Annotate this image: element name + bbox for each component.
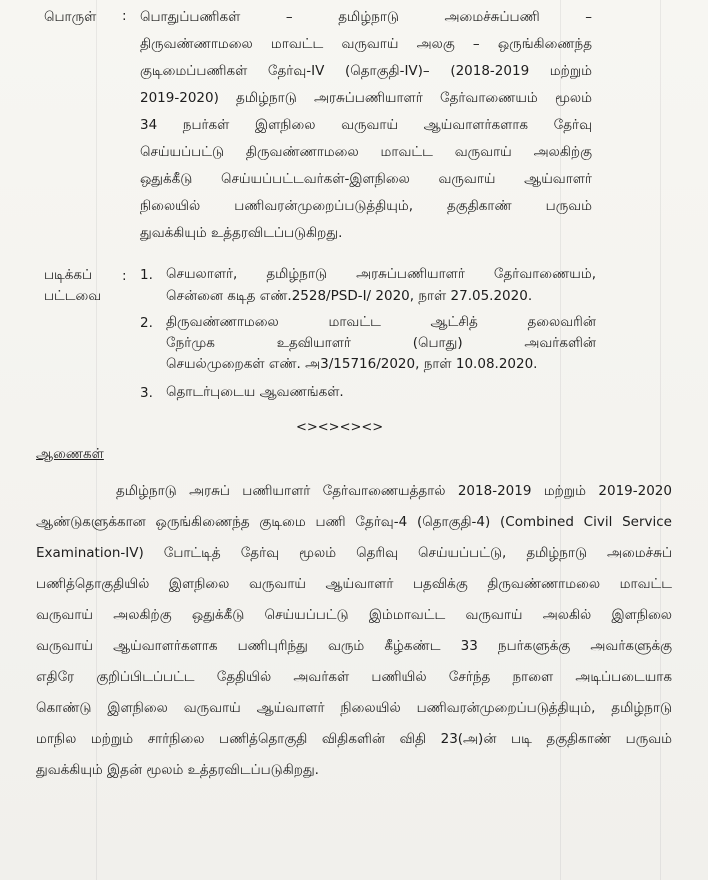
orders-line: பணித்தொகுதியில் இளநிலை வருவாய் ஆய்வாளர் பதவிக்கு திருவண்ணாமலை மாவட்ட — [36, 576, 672, 592]
subject-line: நிலையில் பணிவரன்முறைப்படுத்தியும், தகுதிகாண் பருவம் — [140, 198, 592, 214]
reference-number: 2. — [140, 315, 153, 331]
reference-number: 3. — [140, 385, 153, 401]
subject-label: பொருள் — [44, 9, 97, 25]
references-colon: : — [122, 268, 127, 284]
subject-line: 34 நபர்கள் இளநிலை வருவாய் ஆய்வாளர்களாக தேர்வு — [140, 117, 592, 133]
reference-item-line: செயல்முறைகள் எண். அ3/15716/2020, நாள் 10.08.2020. — [166, 356, 538, 372]
subject-line: குடிமைப்பணிகள் தேர்வு-IV (தொகுதி-IV)– (2018-2019 மற்றும் — [140, 63, 592, 79]
reference-item-line: தொடர்புடைய ஆவணங்கள். — [166, 384, 344, 400]
orders-line: எதிரே குறிப்பிடப்பட்ட தேதியில் அவர்கள் பணியில் சேர்ந்த நாளை அடிப்படையாக — [36, 669, 672, 685]
reference-number: 1. — [140, 267, 153, 283]
subject-line: துவக்கியும் உத்தரவிடப்படுகிறது. — [140, 225, 343, 241]
subject-colon: : — [122, 8, 127, 24]
references-label: படிக்கப் — [44, 267, 93, 283]
orders-line: Examination-IV) போட்டித் தேர்வு மூலம் தெரிவு செய்யப்பட்டு, தமிழ்நாடு அமைச்சுப் — [36, 545, 672, 561]
subject-line: பொதுப்பணிகள் – தமிழ்நாடு அமைச்சுப்பணி – — [140, 9, 592, 25]
orders-line: கொண்டு இளநிலை வருவாய் ஆய்வாளர் நிலையில் பணிவரன்முறைப்படுத்தியும், தமிழ்நாடு — [36, 700, 672, 716]
orders-line: வருவாய் அலகிற்கு ஒதுக்கீடு செய்யப்பட்டு இம்மாவட்ட வருவாய் அலகில் இளநிலை — [36, 607, 672, 623]
reference-item-line: திருவண்ணாமலை மாவட்ட ஆட்சித் தலைவரின் — [166, 314, 596, 330]
reference-item-line: செயலாளர், தமிழ்நாடு அரசுப்பணியாளர் தேர்வாணையம், — [166, 266, 596, 282]
orders-line: துவக்கியும் இதன் மூலம் உத்தரவிடப்படுகிறது. — [36, 762, 319, 778]
orders-line: வருவாய் ஆய்வாளர்களாக பணிபுரிந்து வரும் கீழ்கண்ட 33 நபர்களுக்கு அவர்களுக்கு — [36, 638, 672, 654]
reference-item-line: நேர்முக உதவியாளர் (பொது) அவர்களின் — [166, 335, 596, 351]
subject-line: ஒதுக்கீடு செய்யப்பட்டவர்கள்-இளநிலை வருவாய் ஆய்வாளர் — [140, 171, 592, 187]
references-label: பட்டவை — [44, 288, 102, 304]
orders-line: ஆண்டுகளுக்கான ஒருங்கிணைந்த குடிமை பணி தேர்வு-4 (தொகுதி-4) (Combined Civil Service — [36, 514, 672, 530]
reference-item-line: சென்னை கடித எண்.2528/PSD-I/ 2020, நாள் 27.05.2020. — [166, 288, 533, 304]
subject-line: திருவண்ணாமலை மாவட்ட வருவாய் அலகு – ஒருங்கிணைந்த — [140, 36, 592, 52]
subject-line: செய்யப்பட்டு திருவண்ணாமலை மாவட்ட வருவாய் அலகிற்கு — [140, 144, 592, 160]
orders-line: தமிழ்நாடு அரசுப் பணியாளர் தேர்வாணையத்தால் 2018-2019 மற்றும் 2019-2020 — [116, 483, 672, 499]
orders-heading: ஆணைகள் — [36, 446, 104, 462]
section-separator: <><><><> — [296, 420, 384, 435]
subject-line: 2019-2020) தமிழ்நாடு அரசுப்பணியாளர் தேர்வாணையம் மூலம் — [140, 90, 592, 106]
orders-line: மாநில மற்றும் சார்நிலை பணித்தொகுதி விதிகளின் விதி 23(அ)ன் படி தகுதிகாண் பருவம் — [36, 731, 672, 747]
